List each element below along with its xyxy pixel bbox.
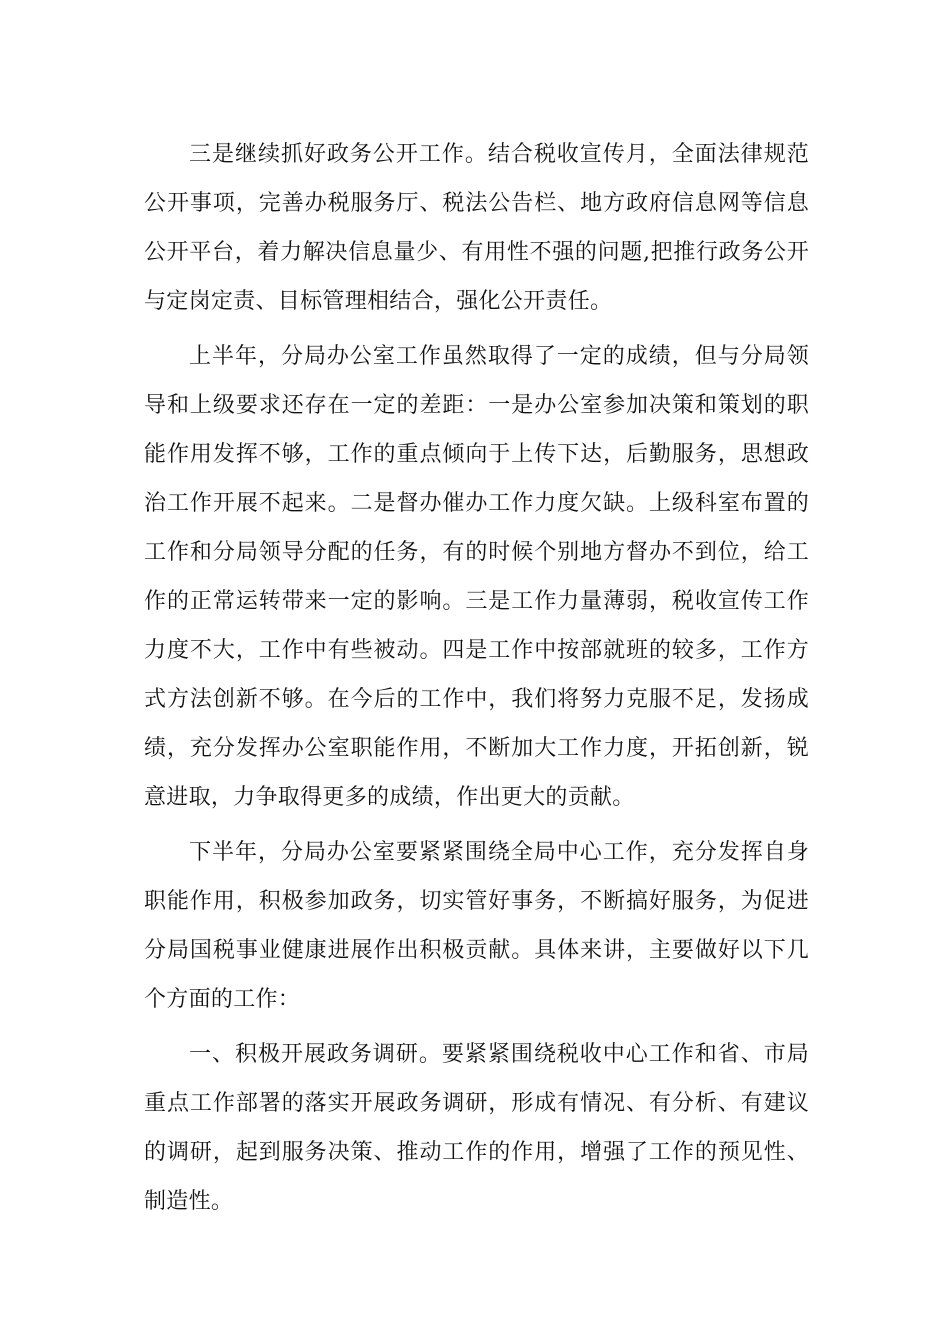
paragraph-second-half-plan: 下半年，分局办公室要紧紧围绕全局中心工作，充分发挥自身职能作用，积极参加政务，切实管好事务，不断搞好服务，为促进分局国税事业健康进展作出积极贡献。具体来讲，主要做好以下几个方面的工作： <box>144 840 809 1012</box>
paragraph-public-affairs: 三是继续抓好政务公开工作。结合税收宣传月，全面法律规范公开事项，完善办税服务厅、税法公告栏、地方政府信息网等信息公开平台，着力解决信息量少、有用性不强的问题,把推行政务公开与定岗定责、目标管理相结合，强化公开责任。 <box>144 142 809 314</box>
paragraph-research-task: 一、积极开展政务调研。要紧紧围绕税收中心工作和省、市局重点工作部署的落实开展政务调研，形成有情况、有分析、有建议的调研，起到服务决策、推动工作的作用，增强了工作的预见性、制造性。 <box>144 1042 809 1214</box>
paragraph-first-half-review: 上半年，分局办公室工作虽然取得了一定的成绩，但与分局领导和上级要求还存在一定的差距：一是办公室参加决策和策划的职能作用发挥不够，工作的重点倾向于上传下达，后勤服务，思想政治工作开展不起来。二是督办催办工作力度欠缺。上级科室布置的工作和分局领导分配的任务，有的时候个别地方督办不到位，给工作的正常运转带来一定的影响。三是工作力量薄弱，税收宣传工作力度不大，工作中有些被动。四是工作中按部就班的较多，工作方式方法创新不够。在今后的工作中，我们将努力克服不足，发扬成绩，充分发挥办公室职能作用，不断加大工作力度，开拓创新，锐意进取，力争取得更多的成绩，作出更大的贡献。 <box>144 344 809 810</box>
document-body <box>144 130 809 1232</box>
